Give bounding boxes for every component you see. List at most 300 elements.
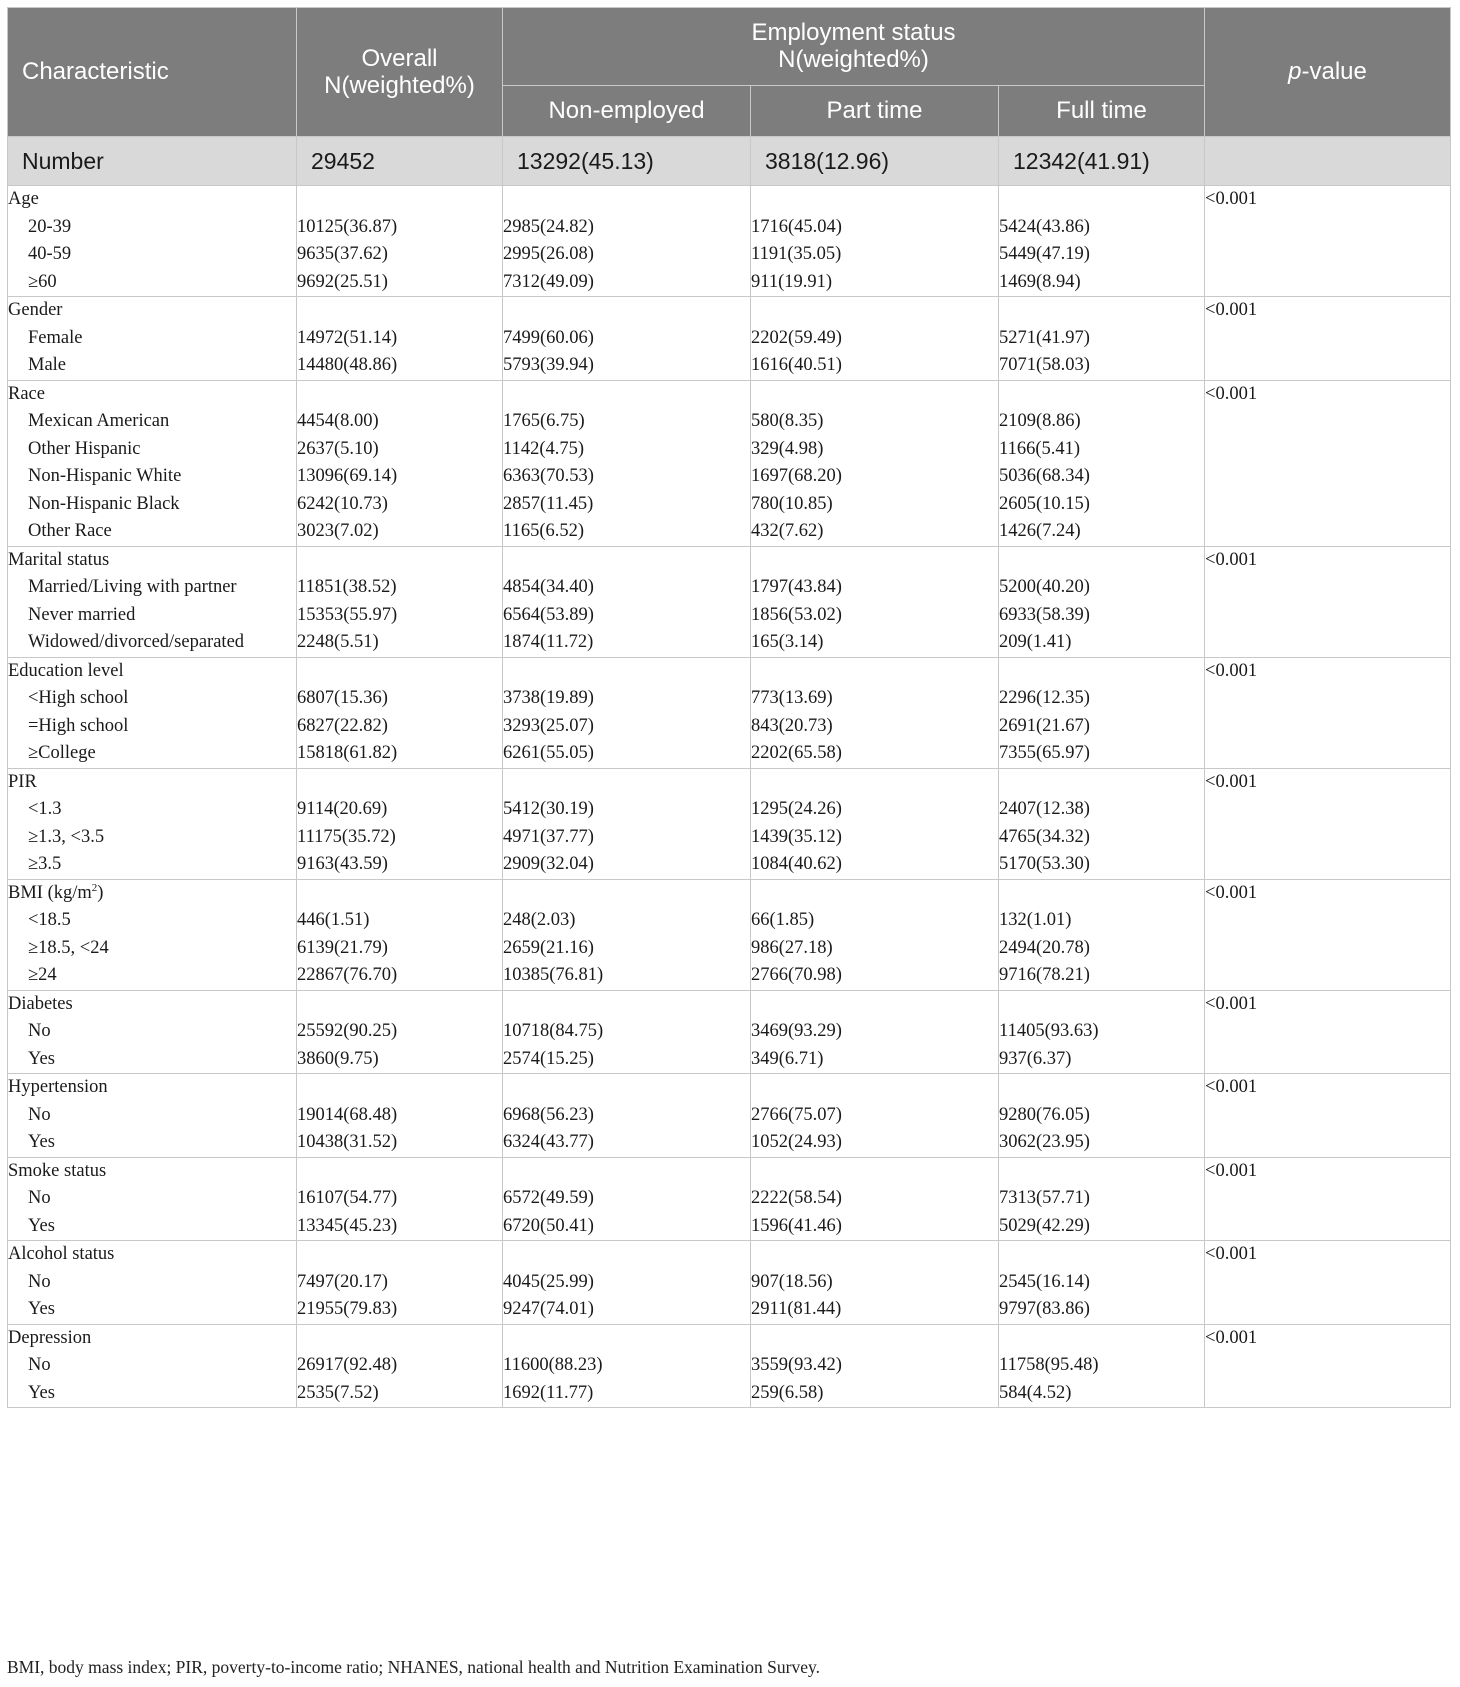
value-part-time: 349(6.71) [751, 1048, 824, 1069]
header-characteristic: Characteristic [8, 8, 297, 137]
value-part-time: 2202(59.49) [751, 327, 842, 348]
value-overall: 14480(48.86) [297, 355, 398, 375]
header-p-italic: p [1288, 58, 1302, 85]
characteristic-cell [8, 1074, 297, 1158]
value-cell-full-time [999, 1157, 1205, 1241]
blank-line [999, 1074, 1204, 1102]
group-label-superscript: 2 [91, 881, 98, 894]
number-full-time: 12342(41.91) [999, 137, 1205, 186]
characteristic-cell [8, 1241, 297, 1325]
value-full-time: 1426(7.24) [999, 521, 1081, 541]
value-cell-full-time [999, 546, 1205, 657]
value-full-time: 4765(34.32) [999, 826, 1090, 847]
value-part-time: 259(6.58) [751, 1382, 824, 1403]
row-label: <High school [28, 688, 129, 708]
group-label [8, 880, 296, 908]
blank-line [751, 297, 998, 325]
group-label [8, 1241, 296, 1269]
group-label-text: Smoke status [8, 1160, 107, 1181]
row-label: No [28, 1271, 51, 1292]
group-1 [8, 297, 1451, 381]
group-label [8, 186, 296, 214]
p-value: <0.001 [1205, 1244, 1258, 1264]
value-non-employed: 10718(84.75) [503, 1021, 604, 1041]
value-non-employed: 5412(30.19) [503, 799, 594, 819]
value-cell-non-employed [503, 879, 751, 990]
blank-line [999, 1325, 1204, 1353]
blank-line [751, 186, 998, 214]
value-non-employed: 1765(6.75) [503, 411, 585, 431]
group-11 [8, 1324, 1451, 1408]
p-value: <0.001 [1205, 993, 1258, 1014]
value-full-time: 9797(83.86) [999, 1299, 1090, 1319]
value-cell-non-employed [503, 546, 751, 657]
blank-line [503, 547, 750, 575]
value-overall: 2248(5.51) [297, 632, 379, 652]
blank-line [297, 186, 502, 214]
value-non-employed: 6363(70.53) [503, 466, 594, 486]
group-row [8, 879, 1451, 990]
group-label [8, 297, 296, 325]
value-part-time: 66(1.85) [751, 910, 815, 930]
header-employment-status [503, 8, 1205, 86]
group-row [8, 297, 1451, 381]
value-overall: 13345(45.23) [297, 1215, 398, 1236]
value-overall: 4454(8.00) [297, 411, 379, 431]
value-cell-part-time [751, 768, 999, 879]
row-label: ≥24 [28, 965, 57, 985]
value-cell-non-employed [503, 990, 751, 1074]
value-non-employed: 4971(37.77) [503, 826, 594, 847]
value-non-employed: 2995(26.08) [503, 244, 594, 264]
value-cell-overall [297, 879, 503, 990]
value-non-employed: 6324(43.77) [503, 1132, 594, 1152]
value-full-time: 11405(93.63) [999, 1021, 1099, 1041]
value-full-time: 584(4.52) [999, 1382, 1072, 1403]
value-part-time: 780(10.85) [751, 493, 833, 514]
value-part-time: 986(27.18) [751, 937, 833, 958]
value-overall: 3860(9.75) [297, 1048, 379, 1069]
value-full-time: 6933(58.39) [999, 604, 1090, 625]
value-full-time: 7313(57.71) [999, 1188, 1090, 1208]
value-overall: 10438(31.52) [297, 1132, 398, 1152]
value-non-employed: 1692(11.77) [503, 1382, 594, 1403]
characteristic-cell [8, 1324, 297, 1408]
value-part-time: 1295(24.26) [751, 799, 842, 819]
blank-line [751, 381, 998, 409]
group-8 [8, 1074, 1451, 1158]
p-value-cell [1205, 990, 1451, 1074]
row-label: <18.5 [28, 910, 71, 930]
group-6 [8, 879, 1451, 990]
blank-line [999, 1241, 1204, 1269]
value-overall: 21955(79.83) [297, 1299, 398, 1319]
group-label [8, 991, 296, 1019]
p-value-cell [1205, 1157, 1451, 1241]
value-cell-overall [297, 990, 503, 1074]
value-full-time: 2109(8.86) [999, 411, 1081, 431]
p-value: <0.001 [1205, 1327, 1258, 1348]
value-cell-non-employed [503, 380, 751, 546]
characteristic-cell [8, 1157, 297, 1241]
blank-line [751, 769, 998, 797]
value-part-time: 1439(35.12) [751, 826, 842, 847]
value-cell-non-employed [503, 1324, 751, 1408]
group-label [8, 769, 296, 797]
value-non-employed: 1142(4.75) [503, 438, 585, 459]
p-value: <0.001 [1205, 300, 1258, 320]
group-row [8, 768, 1451, 879]
value-non-employed: 2659(21.16) [503, 937, 594, 958]
value-part-time: 3469(93.29) [751, 1021, 842, 1041]
blank-line [297, 1074, 502, 1102]
value-cell-part-time [751, 1074, 999, 1158]
value-cell-overall [297, 1157, 503, 1241]
value-part-time: 3559(93.42) [751, 1355, 842, 1375]
blank-line [297, 547, 502, 575]
value-cell-full-time [999, 657, 1205, 768]
row-label: 40-59 [28, 244, 72, 264]
value-overall: 9163(43.59) [297, 854, 388, 874]
group-label-suffix: ) [97, 882, 104, 903]
blank-line [503, 991, 750, 1019]
value-part-time: 2766(75.07) [751, 1104, 842, 1125]
value-part-time: 1616(40.51) [751, 355, 842, 375]
row-label: No [28, 1355, 51, 1375]
value-non-employed: 4854(34.40) [503, 577, 594, 597]
characteristic-cell [8, 768, 297, 879]
row-label: Yes [28, 1382, 55, 1403]
value-cell-full-time [999, 186, 1205, 297]
value-overall: 9114(20.69) [297, 799, 388, 819]
number-non-employed: 13292(45.13) [503, 137, 751, 186]
characteristic-cell [8, 380, 297, 546]
value-cell-part-time [751, 297, 999, 381]
value-non-employed: 3293(25.07) [503, 715, 594, 736]
value-non-employed: 11600(88.23) [503, 1355, 603, 1375]
value-overall: 6139(21.79) [297, 937, 388, 958]
number-part-time: 3818(12.96) [751, 137, 999, 186]
value-cell-full-time [999, 768, 1205, 879]
header-employment-line2: N(weighted%) [778, 46, 929, 74]
row-label: Other Hispanic [28, 438, 141, 459]
group-3 [8, 546, 1451, 657]
value-full-time: 5271(41.97) [999, 327, 1090, 348]
number-overall: 29452 [297, 137, 503, 186]
value-full-time: 2407(12.38) [999, 799, 1090, 819]
group-row [8, 380, 1451, 546]
blank-line [999, 769, 1204, 797]
value-part-time: 580(8.35) [751, 411, 824, 431]
row-label: Married/Living with partner [28, 577, 237, 597]
value-cell-overall [297, 546, 503, 657]
value-full-time: 2545(16.14) [999, 1271, 1090, 1292]
group-10 [8, 1241, 1451, 1325]
group-row [8, 186, 1451, 297]
value-cell-non-employed [503, 1074, 751, 1158]
blank-line [999, 880, 1204, 908]
blank-line [999, 381, 1204, 409]
group-label-text: Diabetes [8, 993, 73, 1014]
row-label: ≥18.5, <24 [28, 937, 109, 958]
value-non-employed: 6564(53.89) [503, 604, 594, 625]
row-label: Non-Hispanic White [28, 466, 182, 486]
value-overall: 446(1.51) [297, 910, 370, 930]
value-full-time: 7071(58.03) [999, 355, 1090, 375]
p-value-cell [1205, 297, 1451, 381]
blank-line [503, 1074, 750, 1102]
value-full-time: 937(6.37) [999, 1048, 1072, 1069]
blank-line [297, 769, 502, 797]
value-cell-overall [297, 1241, 503, 1325]
value-cell-non-employed [503, 768, 751, 879]
blank-line [297, 1325, 502, 1353]
value-full-time: 7355(65.97) [999, 743, 1090, 763]
group-label-text: Alcohol status [8, 1244, 115, 1264]
blank-line [297, 658, 502, 686]
group-row [8, 1157, 1451, 1241]
value-cell-non-employed [503, 297, 751, 381]
p-value: <0.001 [1205, 549, 1258, 570]
p-value-cell [1205, 1074, 1451, 1158]
blank-line [751, 1074, 998, 1102]
blank-line [297, 1158, 502, 1186]
value-overall: 13096(69.14) [297, 466, 398, 486]
row-label: <1.3 [28, 799, 62, 819]
number-row-body [8, 137, 1451, 186]
blank-line [751, 658, 998, 686]
value-cell-part-time [751, 1324, 999, 1408]
blank-line [999, 186, 1204, 214]
value-cell-full-time [999, 990, 1205, 1074]
header-p-rest: -value [1301, 58, 1367, 85]
value-part-time: 2202(65.58) [751, 743, 842, 763]
blank-line [503, 297, 750, 325]
header-full-time: Full time [999, 85, 1205, 136]
value-cell-full-time [999, 297, 1205, 381]
p-value-cell [1205, 380, 1451, 546]
header-employment-line1: Employment status [751, 19, 956, 47]
row-label: Yes [28, 1215, 55, 1236]
row-label: 20-39 [28, 216, 72, 237]
value-cell-part-time [751, 1157, 999, 1241]
row-label: Male [28, 355, 67, 375]
value-cell-part-time [751, 380, 999, 546]
value-non-employed: 10385(76.81) [503, 965, 604, 985]
group-label [8, 1074, 296, 1102]
table-footnote: BMI, body mass index; PIR, poverty-to-income ratio; NHANES, national health and Nutrition Examination Survey. [7, 1657, 820, 1677]
group-row [8, 990, 1451, 1074]
value-cell-part-time [751, 546, 999, 657]
blank-line [503, 1241, 750, 1269]
row-label: ≥60 [28, 271, 57, 292]
p-value: <0.001 [1205, 189, 1258, 209]
row-label: Widowed/divorced/separated [28, 632, 245, 652]
blank-line [503, 381, 750, 409]
value-cell-overall [297, 768, 503, 879]
blank-line [297, 297, 502, 325]
group-label [8, 1325, 296, 1353]
row-label: =High school [28, 715, 129, 736]
value-part-time: 1084(40.62) [751, 854, 842, 874]
group-label [8, 547, 296, 575]
value-cell-full-time [999, 1324, 1205, 1408]
value-full-time: 5424(43.86) [999, 216, 1090, 237]
blank-line [297, 991, 502, 1019]
group-label-text: Education level [8, 660, 124, 681]
value-cell-overall [297, 380, 503, 546]
group-label [8, 1158, 296, 1186]
value-overall: 14972(51.14) [297, 327, 398, 348]
characteristic-cell [8, 546, 297, 657]
group-row [8, 1324, 1451, 1408]
value-part-time: 1716(45.04) [751, 216, 842, 237]
value-non-employed: 7312(49.09) [503, 271, 594, 292]
header-overall [297, 8, 503, 137]
group-2 [8, 380, 1451, 546]
value-full-time: 2691(21.67) [999, 715, 1090, 736]
value-full-time: 2494(20.78) [999, 937, 1090, 958]
group-label-text: Gender [8, 300, 63, 320]
blank-line [999, 658, 1204, 686]
value-overall: 10125(36.87) [297, 216, 398, 237]
value-non-employed: 2857(11.45) [503, 493, 594, 514]
value-full-time: 9716(78.21) [999, 965, 1090, 985]
value-part-time: 1697(68.20) [751, 466, 842, 486]
value-full-time: 5200(40.20) [999, 577, 1090, 597]
value-non-employed: 2909(32.04) [503, 854, 594, 874]
value-overall: 6827(22.82) [297, 715, 388, 736]
p-value: <0.001 [1205, 882, 1258, 903]
value-cell-part-time [751, 186, 999, 297]
blank-line [503, 658, 750, 686]
value-cell-non-employed [503, 1241, 751, 1325]
value-non-employed: 3738(19.89) [503, 688, 594, 708]
p-value-cell [1205, 1324, 1451, 1408]
value-full-time: 5170(53.30) [999, 854, 1090, 874]
group-label-text: Race [8, 383, 45, 404]
value-full-time: 5029(42.29) [999, 1215, 1090, 1236]
value-cell-non-employed [503, 657, 751, 768]
blank-line [999, 1158, 1204, 1186]
value-overall: 26917(92.48) [297, 1355, 398, 1375]
value-part-time: 2222(58.54) [751, 1188, 842, 1208]
value-overall: 9692(25.51) [297, 271, 388, 292]
value-full-time: 5036(68.34) [999, 466, 1090, 486]
group-9 [8, 1157, 1451, 1241]
blank-line [503, 1158, 750, 1186]
header-non-employed: Non-employed [503, 85, 751, 136]
row-label: Yes [28, 1048, 55, 1069]
value-cell-full-time [999, 1241, 1205, 1325]
blank-line [751, 991, 998, 1019]
value-part-time: 1052(24.93) [751, 1132, 842, 1152]
value-overall: 7497(20.17) [297, 1271, 388, 1292]
value-full-time: 1166(5.41) [999, 438, 1081, 459]
value-full-time: 3062(23.95) [999, 1132, 1090, 1152]
group-label [8, 381, 296, 409]
value-non-employed: 1165(6.52) [503, 521, 585, 541]
header-p-value [1205, 8, 1451, 137]
value-part-time: 2911(81.44) [751, 1299, 842, 1319]
blank-line [751, 1241, 998, 1269]
value-full-time: 209(1.41) [999, 632, 1072, 652]
blank-line [297, 381, 502, 409]
group-5 [8, 768, 1451, 879]
value-part-time: 1856(53.02) [751, 604, 842, 625]
group-row [8, 1074, 1451, 1158]
characteristics-table [7, 7, 1451, 1408]
value-part-time: 911(19.91) [751, 271, 833, 292]
value-full-time: 2296(12.35) [999, 688, 1090, 708]
value-non-employed: 248(2.03) [503, 910, 576, 930]
characteristic-cell [8, 879, 297, 990]
value-part-time: 432(7.62) [751, 521, 824, 541]
characteristic-cell [8, 990, 297, 1074]
row-label: No [28, 1104, 51, 1125]
p-value: <0.001 [1205, 1160, 1258, 1181]
table-header [8, 8, 1451, 137]
p-value: <0.001 [1205, 1077, 1258, 1097]
value-cell-overall [297, 1324, 503, 1408]
value-non-employed: 6572(49.59) [503, 1188, 594, 1208]
value-part-time: 165(3.14) [751, 632, 824, 652]
group-label-text: Hypertension [8, 1077, 108, 1097]
value-overall: 6242(10.73) [297, 493, 388, 514]
characteristic-cell [8, 297, 297, 381]
p-value-cell [1205, 1241, 1451, 1325]
blank-line [503, 880, 750, 908]
value-part-time: 773(13.69) [751, 688, 833, 708]
value-non-employed: 7499(60.06) [503, 327, 594, 348]
row-label: Non-Hispanic Black [28, 493, 180, 514]
value-part-time: 907(18.56) [751, 1271, 833, 1292]
value-overall: 2637(5.10) [297, 438, 379, 459]
value-full-time: 5449(47.19) [999, 244, 1090, 264]
p-value: <0.001 [1205, 771, 1258, 792]
row-label: ≥1.3, <3.5 [28, 826, 105, 847]
value-full-time: 1469(8.94) [999, 271, 1081, 292]
blank-line [999, 547, 1204, 575]
row-label: ≥3.5 [28, 854, 62, 874]
value-overall: 15818(61.82) [297, 743, 398, 763]
blank-line [751, 880, 998, 908]
p-value: <0.001 [1205, 383, 1258, 404]
value-full-time: 132(1.01) [999, 910, 1072, 930]
value-overall: 16107(54.77) [297, 1188, 398, 1208]
p-value-cell [1205, 657, 1451, 768]
value-overall: 19014(68.48) [297, 1104, 398, 1125]
value-overall: 9635(37.62) [297, 244, 388, 264]
blank-line [751, 1325, 998, 1353]
p-value-cell [1205, 768, 1451, 879]
group-label-text: Age [8, 189, 39, 209]
group-0 [8, 186, 1451, 297]
value-non-employed: 2985(24.82) [503, 216, 594, 237]
value-part-time: 1596(41.46) [751, 1215, 842, 1236]
value-non-employed: 2574(15.25) [503, 1048, 594, 1069]
value-full-time: 2605(10.15) [999, 493, 1090, 514]
value-non-employed: 6261(55.05) [503, 743, 594, 763]
row-label: No [28, 1021, 51, 1041]
value-non-employed: 4045(25.99) [503, 1271, 594, 1292]
row-label: Never married [28, 604, 136, 625]
value-cell-full-time [999, 879, 1205, 990]
value-non-employed: 6968(56.23) [503, 1104, 594, 1125]
value-cell-non-employed [503, 1157, 751, 1241]
value-part-time: 843(20.73) [751, 715, 833, 736]
value-cell-part-time [751, 1241, 999, 1325]
